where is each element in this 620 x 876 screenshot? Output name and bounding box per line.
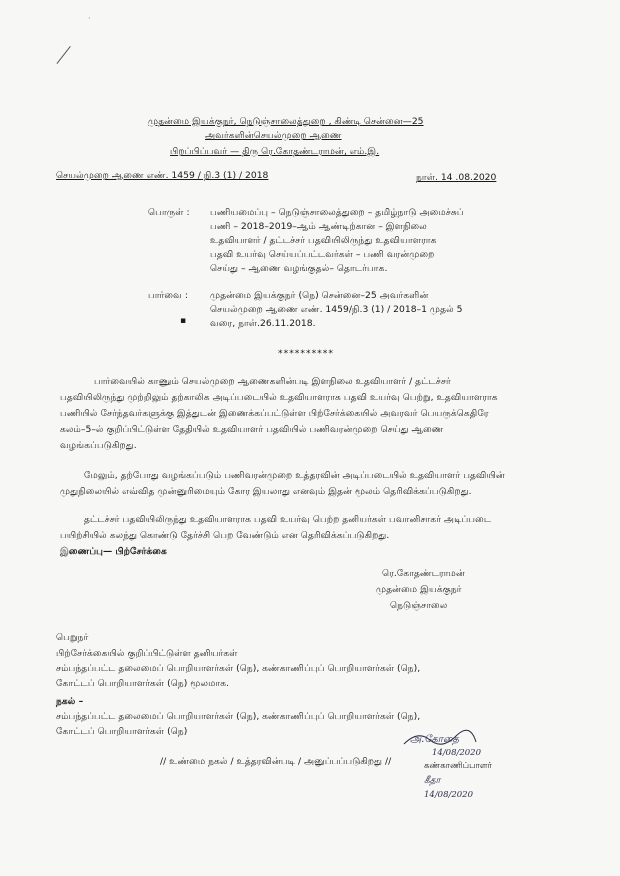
order-number: செயல்முறை ஆணை எண். 1459 / நி.3 (1) / 2018: [56, 170, 269, 181]
attest-date: 14/08/2020: [432, 748, 481, 758]
signatory-dept: நெடுஞ்சாலை: [390, 600, 448, 611]
para-line: மேலும், தற்போது வழங்கப்படும் பணிவரன்முறை உத்தரவின் அடிப்படையில் உதவியாளர் பதவியின்: [84, 470, 505, 481]
copy-label: நகல் –: [56, 696, 84, 707]
scan-mark: [56, 46, 70, 64]
header-line-3: பிறப்பிப்பவர் — திரு ரெ.கோதண்டராமன், எம்.இ.: [170, 146, 380, 157]
bullet-mark: ▪: [180, 316, 187, 326]
paragraph-1: [60, 376, 560, 456]
para-line: பயிற்சியில் கலந்து கொண்டு தேர்ச்சி பெற வேண்டும் என தெரிவிக்கப்படுகிறது.: [60, 530, 390, 541]
scan-dot: ·: [88, 14, 91, 23]
paragraph-3: [60, 514, 560, 546]
to-line: பிற்சேர்க்கையில் குறிப்பிட்டுள்ள தனியர்கள்: [56, 648, 238, 659]
subject-line: பதவி உயர்வு செய்யப்பட்டவர்கள் – பணி வரன்முறை: [210, 249, 435, 260]
subject-line: பணி – 2018–2019–ஆம் ஆண்டிற்கான – இளநிலை: [210, 221, 427, 232]
signature-stroke-icon: [400, 728, 480, 750]
to-label: பெறுநர்: [56, 632, 89, 643]
subject-label: பொருள் :: [148, 207, 190, 218]
signatory-title: முதன்மை இயக்குநர்: [376, 584, 462, 595]
header-line-2: அவர்களின்செயல்முறை ஆணை: [205, 130, 342, 141]
attest-date-2: 14/08/2020: [424, 790, 473, 800]
reference-label: பார்வை :: [148, 290, 188, 301]
order-date: நாள். 14 .08.2020: [416, 172, 497, 183]
paragraph-2: [60, 470, 560, 502]
para-line: தட்டச்சர் பதவியிலிருந்து உதவியாளராக பதவி உயர்வு பெற்ற தனியர்கள் பவானிசாகர் அடிப்படை: [84, 514, 492, 525]
reference-block: [210, 290, 480, 332]
reference-line: செயல்முறை ஆணை எண். 1459/நி.3 (1) / 2018–1 முதல் 5: [210, 304, 463, 315]
copy-line: சம்பந்தப்பட்ட தலைமைப் பொறியாளர்கள் (நெ), கண்காணிப்புப் பொறியாளர்கள் (நெ),: [56, 711, 421, 722]
reference-line: முதன்மை இயக்குநர் (நெ) சென்னை–25 அவர்களின்: [210, 290, 429, 301]
attest-signature-2: கீதா: [424, 776, 441, 786]
to-line: கோட்டப் பொறியாளர்கள் (நெ) மூலமாக.: [56, 678, 230, 689]
copy-line: கோட்டப் பொறியாளர்கள் (நெ): [56, 726, 188, 737]
subject-block: [210, 207, 480, 277]
para-line: பதவியிலிருந்து முற்றிலும் தற்காலிக அடிப்படையில் உதவியாளராக பதவி உயர்வு பெற்று, உதவியாளராக: [60, 392, 498, 403]
subject-line: செய்து – ஆணை வழங்குதல்– தொடர்பாக.: [210, 263, 388, 274]
true-copy-line: // உண்மை நகல் / உத்தரவின்படி / அனுப்பப்படுகிறது //: [160, 756, 392, 767]
attest-signature: அ.கோதை: [410, 734, 459, 745]
para-line: கலம்–5–ல் குறிப்பிட்டுள்ள தேதியில் உதவியாளர் பதவியில் பணிவரன்முறை செய்து ஆணை: [60, 424, 444, 435]
header-line-1: முதன்மை இயக்குநர், நெடுஞ்சாலைத்துறை , கிண்டி சென்னை—25: [148, 116, 424, 127]
para-line: பணியில் சேர்ந்தவர்களுக்கு இத்துடன் இணைக்கப்பட்டுள்ள பிற்சேர்க்கையில் அவரவர் பெயருக்கெதிரே: [60, 408, 489, 419]
subject-line: பணியமைப்பு – நெடுஞ்சாலைத்துறை – தமிழ்நாடு அமைச்சுப்: [210, 207, 464, 218]
enclosure-label: இணைப்பு— பிற்சேர்க்கை: [60, 546, 167, 557]
attest-role: கண்காணிப்பாளர்: [424, 761, 492, 771]
signatory-name: ரெ.கோதண்டராமன்: [382, 568, 465, 579]
para-line: பார்வையில் காணும் செயல்முறை ஆணைகளின்படி இளநிலை உதவியாளர் / தட்டச்சர்: [94, 376, 451, 387]
subject-line: உதவியாளர் / தட்டச்சர் பதவியிலிருந்து உதவியாளராக: [210, 235, 437, 246]
para-line: முதுநிலையில் எவ்வித முன்னுரிமையும் கோர இயலாது எனவும் இதன் மூலம் தெரிவிக்கப்படுகிறது.: [60, 486, 472, 497]
para-line: வழங்கப்படுகிறது.: [60, 440, 137, 451]
separator-asterisks: **********: [278, 348, 334, 359]
reference-line: வரை, நாள்.26.11.2018.: [210, 318, 316, 329]
to-line: சம்பந்தப்பட்ட தலைமைப் பொறியாளர்கள் (நெ), கண்காணிப்புப் பொறியாளர்கள் (நெ),: [56, 663, 421, 674]
